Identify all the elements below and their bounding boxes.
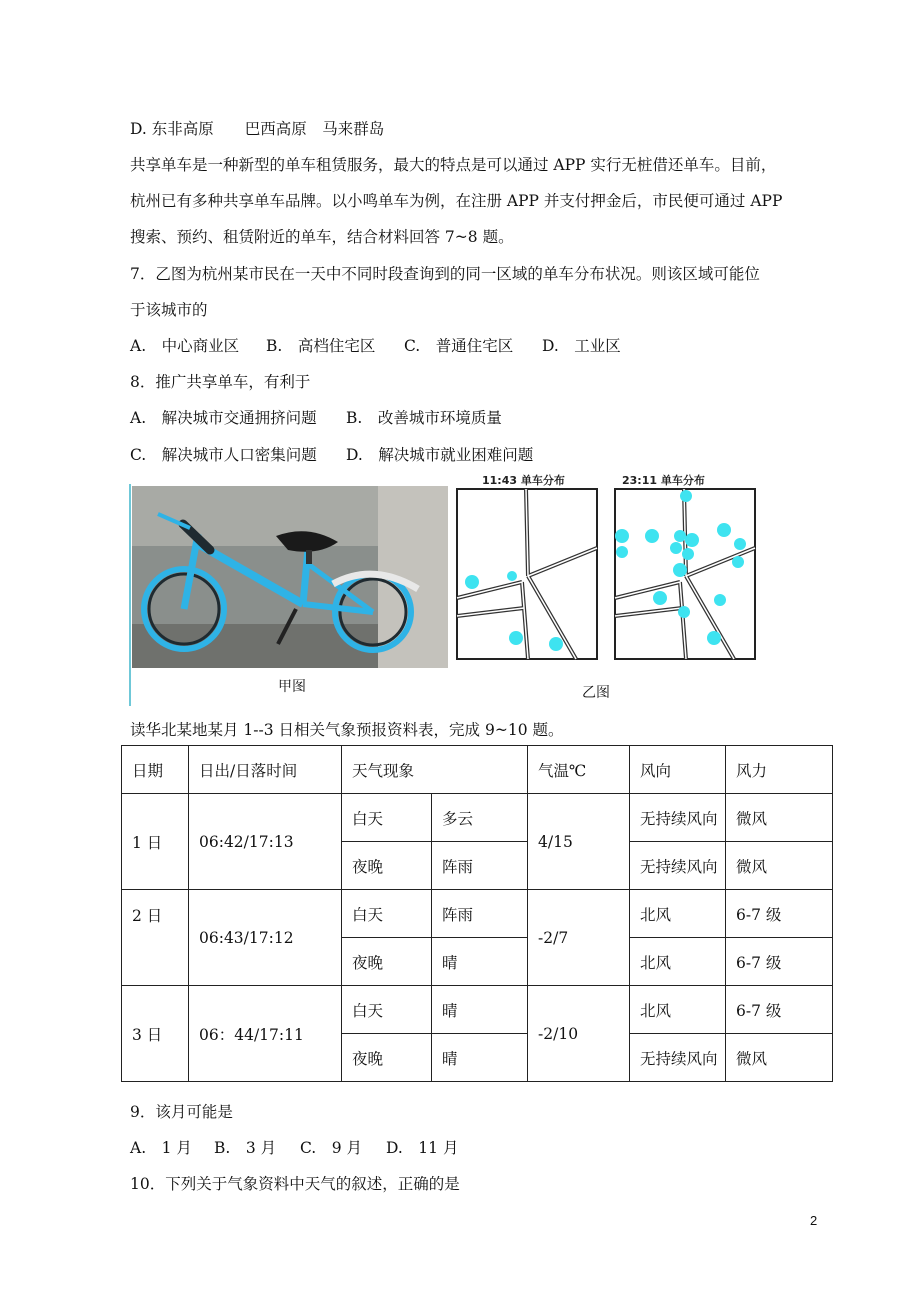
cell-period: 白天 [342,986,432,1034]
option-c: C. 普通住宅区 [404,337,514,355]
cell-wind-force: 6-7 级 [726,890,833,938]
cell-date: 3 日 [122,986,189,1082]
table-row [122,794,833,842]
option-b: B. 3 月 [214,1139,277,1157]
header-sun-time: 日出/日落时间 [189,746,342,794]
question-9: 9．该月可能是 [130,1103,233,1121]
option-d: D. 解决城市就业困难问题 [346,446,534,464]
cell-wind-direction: 无持续风向 [630,842,726,890]
question-8: 8．推广共享单车，有利于 [130,373,311,391]
map-1-title: 11:43 单车分布 [482,474,565,487]
cell-period: 夜晚 [342,842,432,890]
cell-wind-force: 6-7 级 [726,986,833,1034]
cell-wind-direction: 无持续风向 [630,794,726,842]
table-header-row [122,746,833,794]
option-a: A. 中心商业区 [130,337,240,355]
cell-wind-force: 微风 [726,842,833,890]
question-10: 10．下列关于气象资料中天气的叙述，正确的是 [130,1175,460,1193]
map-1 [456,488,598,660]
caption-yi: 乙图 [582,685,610,701]
option-d: D. 11 月 [386,1139,459,1157]
header-wind-direction: 风向 [630,746,726,794]
caption-jia: 甲图 [278,679,306,695]
question-7-line-1: 7．乙图为杭州某市民在一天中不同时段查询到的同一区域的单车分布状况。则该区域可能位 [130,265,760,283]
question-7-line-2: 于该城市的 [130,301,208,319]
cell-wind-direction: 无持续风向 [630,1034,726,1082]
cell-weather: 阵雨 [432,890,528,938]
table-row [122,986,833,1034]
map-2 [614,488,756,660]
passage-line-2: 杭州已有多种共享单车品牌。以小鸣单车为例，在注册 APP 并支付押金后，市民便可通过 APP [130,192,783,210]
cell-temperature: -2/10 [528,986,630,1082]
cell-wind-direction: 北风 [630,890,726,938]
cell-wind-force: 微风 [726,1034,833,1082]
cell-weather: 多云 [432,794,528,842]
table-row [122,890,833,938]
cell-wind-direction: 北风 [630,986,726,1034]
cell-temperature: -2/7 [528,890,630,986]
option-d: D. 工业区 [542,337,621,355]
cell-weather: 晴 [432,986,528,1034]
option-c: C. 解决城市人口密集问题 [130,446,317,464]
header-wind-force: 风力 [726,746,833,794]
cell-period: 夜晚 [342,1034,432,1082]
map-2-title: 23:11 单车分布 [622,474,705,487]
figure-yi [452,472,762,704]
weather-forecast-table [121,745,833,1082]
q6-option-d: D. 东非高原 巴西高原 马来群岛 [130,120,385,138]
cell-period: 白天 [342,890,432,938]
header-weather: 天气现象 [342,746,528,794]
header-date: 日期 [122,746,189,794]
cell-period: 夜晚 [342,938,432,986]
cell-date: 1 日 [122,794,189,890]
cell-wind-force: 微风 [726,794,833,842]
cell-weather: 阵雨 [432,842,528,890]
cell-period: 白天 [342,794,432,842]
option-c: C. 9 月 [300,1139,363,1157]
cell-sun-time: 06:43/17:12 [189,890,342,986]
cell-wind-force: 6-7 级 [726,938,833,986]
cell-wind-direction: 北风 [630,938,726,986]
cell-weather: 晴 [432,1034,528,1082]
page-number: 2 [810,1213,818,1228]
option-b: B. 高档住宅区 [266,337,376,355]
option-a: A. 1 月 [130,1139,192,1157]
cell-sun-time: 06:42/17:13 [189,794,342,890]
passage-line-1: 共享单车是一种新型的单车租赁服务，最大的特点是可以通过 APP 实行无桩借还单车。目前， [130,156,777,174]
cell-temperature: 4/15 [528,794,630,890]
header-temperature: 气温℃ [528,746,630,794]
option-a: A. 解决城市交通拥挤问题 [130,409,317,427]
option-b: B. 改善城市环境质量 [346,409,502,427]
bicycle-photo [128,484,448,706]
figure-jia [128,484,448,706]
cell-weather: 晴 [432,938,528,986]
cell-date: 2 日 [122,890,189,986]
passage-line-3: 搜索、预约、租赁附近的单车，结合材料回答 7~8 题。 [130,228,514,246]
intro-9-10: 读华北某地某月 1--3 日相关气象预报资料表，完成 9~10 题。 [130,721,564,739]
cell-sun-time: 06：44/17:11 [189,986,342,1082]
